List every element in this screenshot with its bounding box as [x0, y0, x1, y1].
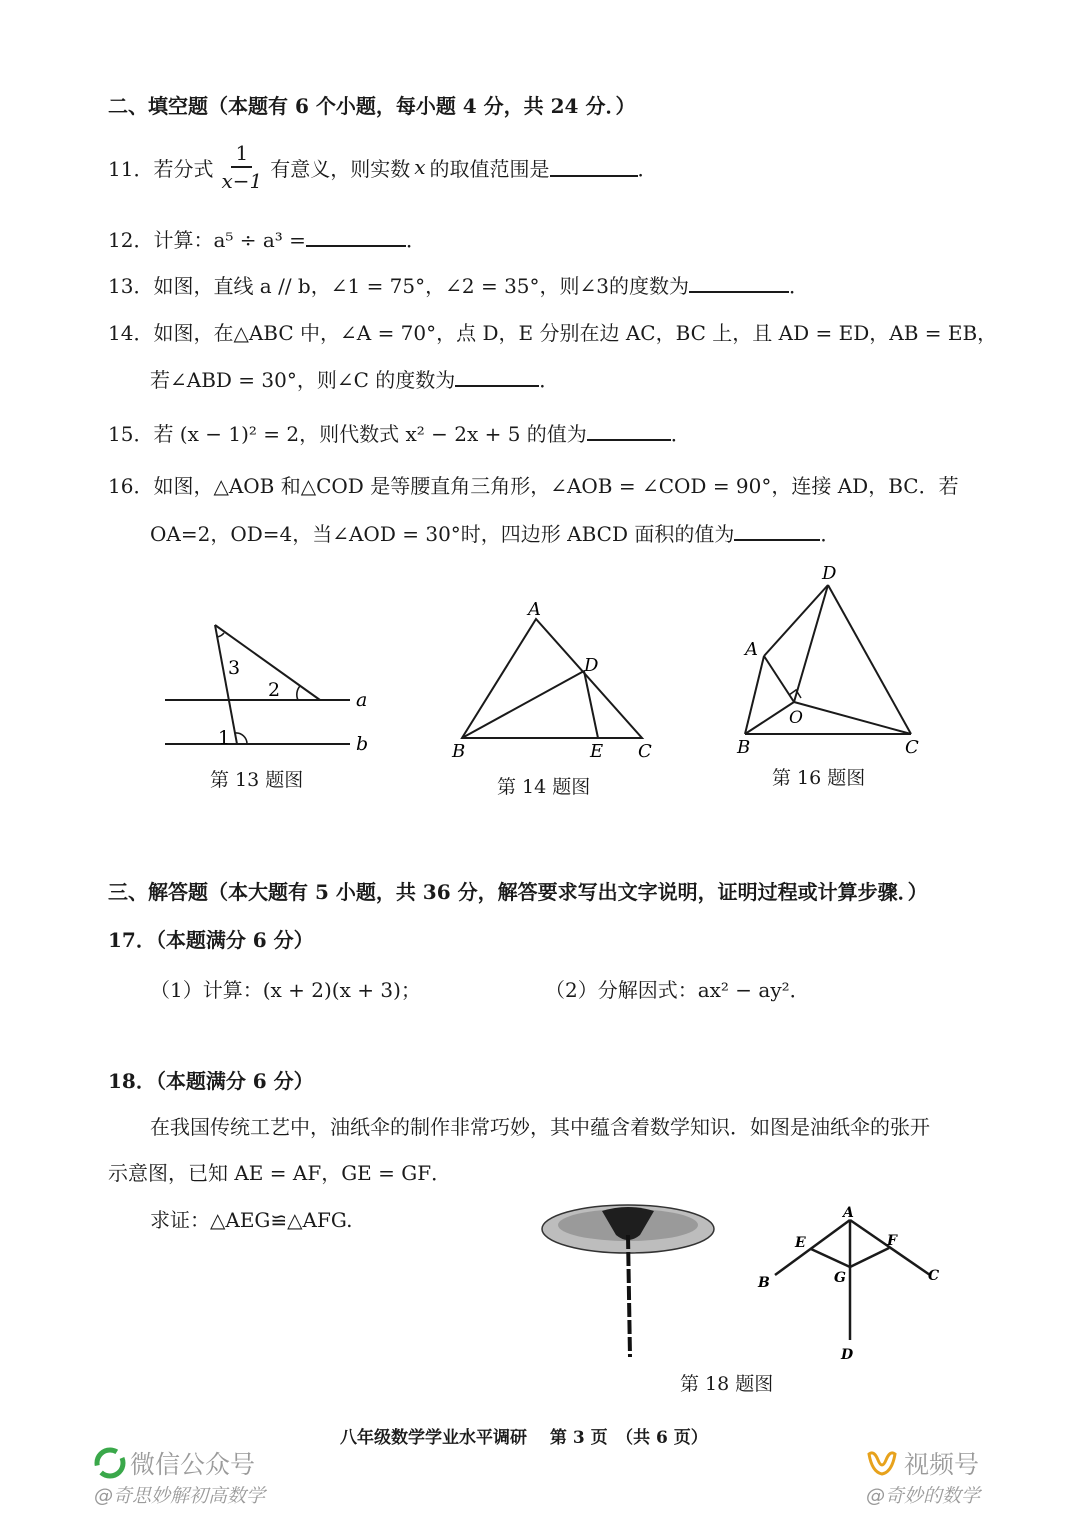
q11-end: ． [637, 156, 658, 181]
angle-3-arc [217, 633, 224, 637]
q11-answer-blank [550, 157, 638, 177]
label-A: A [745, 639, 758, 660]
q11-number: 11． [108, 156, 154, 181]
q15-answer-blank [587, 421, 671, 441]
fig18-caption: 第 18 题图 [680, 1373, 774, 1395]
q15-number: 15． [108, 422, 154, 446]
q11-var: x [414, 155, 426, 179]
q17-part1: （1）计算：(x + 2)(x + 3)； [150, 978, 421, 1002]
fig14-caption: 第 14 题图 [497, 776, 591, 798]
umbrella-illustration [540, 1195, 720, 1365]
q11-frac-num: 1 [231, 140, 252, 168]
q14-line2: 若∠ABD = 30°，则∠C 的度数为 [150, 368, 456, 392]
fig13-caption: 第 13 题图 [210, 769, 304, 791]
watermark-left-handle: @奇思妙解初高数学 [94, 1485, 266, 1507]
strut-eg [811, 1249, 850, 1267]
strut-fg [850, 1248, 889, 1267]
label-angle1: 1 [218, 727, 231, 749]
q12-end: ． [405, 228, 426, 252]
question-12 [108, 224, 426, 253]
label-D: D [584, 655, 599, 676]
q13-text: 如图，直线 a // b，∠1 = 75°，∠2 = 35°，则∠3的度数为 [153, 274, 690, 298]
figure-13 [150, 610, 390, 770]
label-B: B [452, 741, 466, 762]
label-E: E [795, 1235, 806, 1251]
q16-answer-blank [734, 521, 820, 541]
question-14-line2 [150, 364, 559, 393]
label-b: b [356, 733, 369, 755]
question-16-line1 [108, 470, 959, 499]
label-C: C [928, 1268, 940, 1284]
label-D: D [841, 1347, 854, 1363]
q11-frac-den: x−1 [221, 169, 263, 193]
label-E: E [590, 741, 604, 762]
q14-number: 14． [108, 321, 154, 345]
q17-part2: （2）分解因式：ax² − ay²． [545, 978, 810, 1002]
question-13 [108, 270, 809, 299]
q16-number: 16． [108, 474, 154, 498]
q14-answer-blank [455, 367, 539, 387]
q12-number: 12． [108, 228, 154, 252]
umbrella-handle [628, 1235, 630, 1357]
question-17-header [108, 924, 314, 953]
q16-line1: 如图，△AOB 和△COD 是等腰直角三角形，∠AOB = ∠COD = 90°，连接 AD，BC．若 [153, 474, 959, 498]
watermark-channels [866, 1445, 979, 1481]
segment-oc [794, 702, 911, 734]
section2-title: 二、填空题（本题有 6 个小题，每小题 4 分，共 24 分．） [108, 94, 636, 118]
channels-logo-icon [866, 1448, 898, 1478]
rib-ab [775, 1220, 850, 1275]
q12-answer-blank [306, 227, 406, 247]
q11-post2: 的取值范围是 [429, 156, 550, 181]
q13-answer-blank [689, 273, 789, 293]
label-B: B [758, 1275, 770, 1291]
section3-title: 三、解答题（本大题有 5 小题，共 36 分，解答要求写出文字说明，证明过程或计算步骤．） [108, 880, 928, 904]
label-O: O [789, 708, 803, 728]
watermark-left-title: 微信公众号 [130, 1450, 256, 1479]
label-a: a [356, 689, 368, 711]
q18-line2: 示意图，已知 AE = AF，GE = GF． [108, 1161, 452, 1185]
triangle-abc [462, 619, 642, 738]
watermark-right-title: 视频号 [904, 1450, 980, 1479]
figure-18 [745, 1205, 955, 1370]
q11-pre: 若分式 [153, 156, 214, 181]
label-F: F [887, 1233, 897, 1249]
q11-post: 有意义，则实数 [270, 156, 411, 181]
label-angle2: 2 [268, 679, 281, 701]
q16-end: ． [820, 522, 841, 546]
q15-end: ． [670, 422, 691, 446]
segment-dc [828, 585, 911, 734]
fig16-caption: 第 16 题图 [772, 767, 866, 789]
q13-number: 13． [108, 274, 154, 298]
q18-prove: 求证：△AEG≌△AFG. [150, 1208, 353, 1232]
q18-score: （本题满分 6 分） [155, 1069, 314, 1093]
figure-16 [725, 555, 935, 765]
label-D: D [822, 563, 837, 584]
q11-fraction [217, 140, 266, 194]
watermark-wechat [94, 1445, 255, 1481]
page-footer: 八年级数学学业水平调研 第 3 页 （共 6 页） [340, 1428, 708, 1448]
q17-score: （本题满分 6 分） [155, 928, 314, 952]
question-15 [108, 418, 691, 447]
q15-text: 若 (x − 1)² = 2，则代数式 x² − 2x + 5 的值为 [153, 422, 587, 446]
q14-end: ． [539, 368, 560, 392]
label-C: C [638, 741, 652, 762]
question-11 [108, 140, 658, 194]
q14-line1: 如图，在△ABC 中，∠A = 70°，点 D，E 分别在边 AC，BC 上，且 AD = ED，AB = EB， [153, 321, 998, 345]
q12-text: 计算：a⁵ ÷ a³ = [153, 228, 306, 252]
label-B: B [737, 737, 751, 758]
question-18-header [108, 1065, 314, 1094]
q18-number: 18． [108, 1069, 156, 1093]
label-A: A [528, 599, 541, 620]
q16-line2: OA=2，OD=4，当∠AOD = 30°时，四边形 ABCD 面积的值为 [150, 522, 735, 546]
watermark-right-handle: @奇妙的数学 [866, 1485, 981, 1507]
question-16-line2 [150, 518, 840, 547]
figure-14 [440, 595, 670, 765]
label-angle3: 3 [228, 657, 241, 679]
angle-2-arc [297, 686, 300, 700]
label-C: C [905, 737, 919, 758]
q18-line1: 在我国传统工艺中，油纸伞的制作非常巧妙，其中蕴含着数学知识．如图是油纸伞的张开 [150, 1115, 930, 1139]
label-G: G [834, 1270, 846, 1286]
wechat-logo-icon [94, 1447, 126, 1479]
q17-number: 17． [108, 928, 156, 952]
question-14-line1 [108, 317, 997, 346]
label-A: A [843, 1205, 854, 1221]
segment-bd [462, 671, 584, 738]
q13-end: ． [789, 274, 810, 298]
